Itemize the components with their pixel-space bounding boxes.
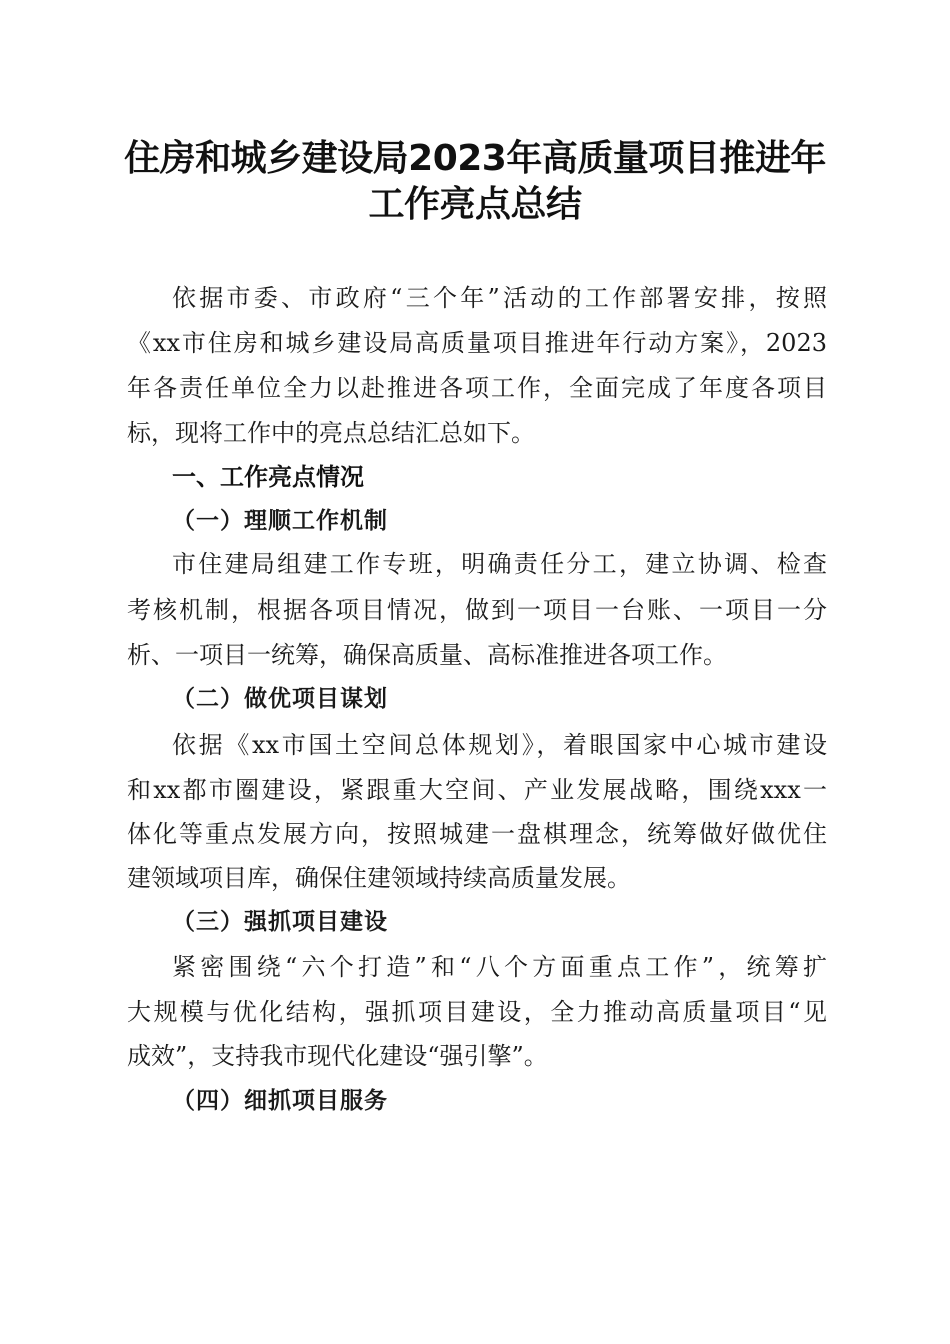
sub2-line-3: 体化等重点发展方向，按照城建一盘棋理念，统筹做好做优住 — [127, 820, 827, 848]
subsection-heading-4: （四）细抓项目服务 — [172, 1087, 388, 1114]
sub2-line-4: 建领域项目库，确保住建领域持续高质量发展。 — [127, 864, 631, 892]
intro-line-3: 年各责任单位全力以赴推进各项工作，全面完成了年度各项目 — [127, 374, 827, 402]
sub3-line-3: 成效”，支持我市现代化建设“强引擎”。 — [127, 1042, 548, 1070]
section-heading-highlights: 一、工作亮点情况 — [172, 463, 364, 491]
intro-line-4: 标，现将工作中的亮点总结汇总如下。 — [127, 419, 535, 447]
document-title-line-1: 住房和城乡建设局2023年高质量项目推进年 — [124, 138, 826, 179]
sub1-line-1: 市住建局组建工作专班，明确责任分工，建立协调、检查 — [172, 550, 827, 578]
subsection-heading-2: （二）做优项目谋划 — [172, 685, 388, 712]
sub1-line-3: 析、一项目一统筹，确保高质量、高标准推进各项工作。 — [127, 641, 727, 669]
sub3-line-2: 大规模与优化结构，强抓项目建设，全力推动高质量项目“见 — [127, 998, 827, 1026]
intro-line-1: 依据市委、市政府“三个年”活动的工作部署安排，按照 — [172, 284, 827, 312]
subsection-heading-1: （一）理顺工作机制 — [172, 507, 388, 534]
sub1-line-2: 考核机制，根据各项目情况，做到一项目一台账、一项目一分 — [127, 596, 827, 624]
sub2-line-1: 依据《xx市国土空间总体规划》，着眼国家中心城市建设 — [172, 731, 827, 759]
intro-line-2: 《xx市住房和城乡建设局高质量项目推进年行动方案》，2023 — [127, 329, 827, 357]
sub3-line-1: 紧密围绕“六个打造”和“八个方面重点工作”，统筹扩 — [172, 953, 827, 981]
document-title-line-2: 工作亮点总结 — [368, 184, 582, 225]
sub2-line-2: 和xx都市圈建设，紧跟重大空间、产业发展战略，围绕xxx一 — [127, 776, 827, 804]
subsection-heading-3: （三）强抓项目建设 — [172, 908, 388, 935]
